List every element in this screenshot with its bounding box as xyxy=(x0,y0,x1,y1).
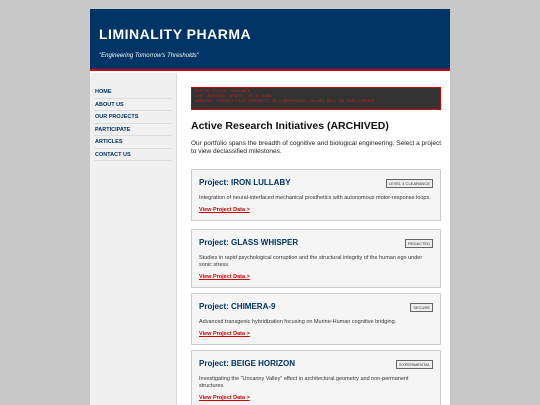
clearance-badge: SECURE xyxy=(410,303,433,312)
status-line: SYSTEM STATUS: UNSTABLE xyxy=(195,90,251,94)
nav-item-about-us[interactable]: ABOUT US xyxy=(94,99,172,112)
sidebar xyxy=(90,73,177,405)
project-card-beige-horizon xyxy=(191,350,441,405)
nav-menu xyxy=(90,86,176,161)
site-title[interactable]: LIMINALITY PHARMA xyxy=(99,26,252,42)
clearance-badge: REDACTED xyxy=(405,239,433,248)
page xyxy=(90,9,450,405)
project-title: Project: CHIMERA-9 xyxy=(199,302,276,311)
site-header xyxy=(90,9,450,71)
view-project-data-link[interactable]: View Project Data > xyxy=(199,207,250,213)
nav-item-our-projects[interactable]: OUR PROJECTS xyxy=(94,111,172,124)
clearance-badge: LEVEL 4 CLEARANCE xyxy=(386,179,433,188)
project-card-glass-whisper xyxy=(191,229,441,288)
project-card-chimera-9 xyxy=(191,293,441,345)
system-status-box xyxy=(191,87,441,110)
clearance-badge: EXPERIMENTAL xyxy=(396,360,433,369)
project-title: Project: GLASS WHISPER xyxy=(199,238,299,247)
section-title: Active Research Initiatives (ARCHIVED) xyxy=(191,120,389,132)
nav-item-articles[interactable]: ARTICLES xyxy=(94,136,172,149)
view-project-data-link[interactable]: View Project Data > xyxy=(199,395,250,401)
project-description: Studies in rapid psychological corruption and the structural integrity of the human ego under sonic stress. xyxy=(199,255,423,268)
nav-item-participate[interactable]: PARTICIPATE xyxy=(94,124,172,137)
project-description: Integration of neural-interfaced mechanical prosthetics with autonomous motor-response loops. xyxy=(199,195,431,201)
status-line: WARNING: SUBJECT FILE INTEGRITY IS COMPROMISED. DO NOT RELY ON THIS CONTENT. xyxy=(195,100,378,104)
project-description: Investigating the "Uncanny Valley" effect in architectural geometry and non-permanent structures. xyxy=(199,376,409,389)
status-line: LAST ARCHIVAL UPDATE: 13.11.1999 xyxy=(195,95,272,99)
project-title: Project: BEIGE HORIZON xyxy=(199,359,296,368)
view-project-data-link[interactable]: View Project Data > xyxy=(199,274,250,280)
project-title: Project: IRON LULLABY xyxy=(199,178,291,187)
project-description: Advanced transgenic hybridization focusing on Murine-Human cognitive bridging. xyxy=(199,319,397,325)
nav-item-contact-us[interactable]: CONTACT US xyxy=(94,149,172,162)
nav-item-home[interactable]: HOME xyxy=(94,86,172,99)
site-tagline: "Engineering Tomorrow's Thresholds" xyxy=(99,53,199,59)
view-project-data-link[interactable]: View Project Data > xyxy=(199,331,250,337)
project-card-iron-lullaby xyxy=(191,169,441,221)
intro-text: Our portfolio spans the breadth of cognitive and biological engineering. Select a project to view declassified milestones. xyxy=(191,140,442,155)
